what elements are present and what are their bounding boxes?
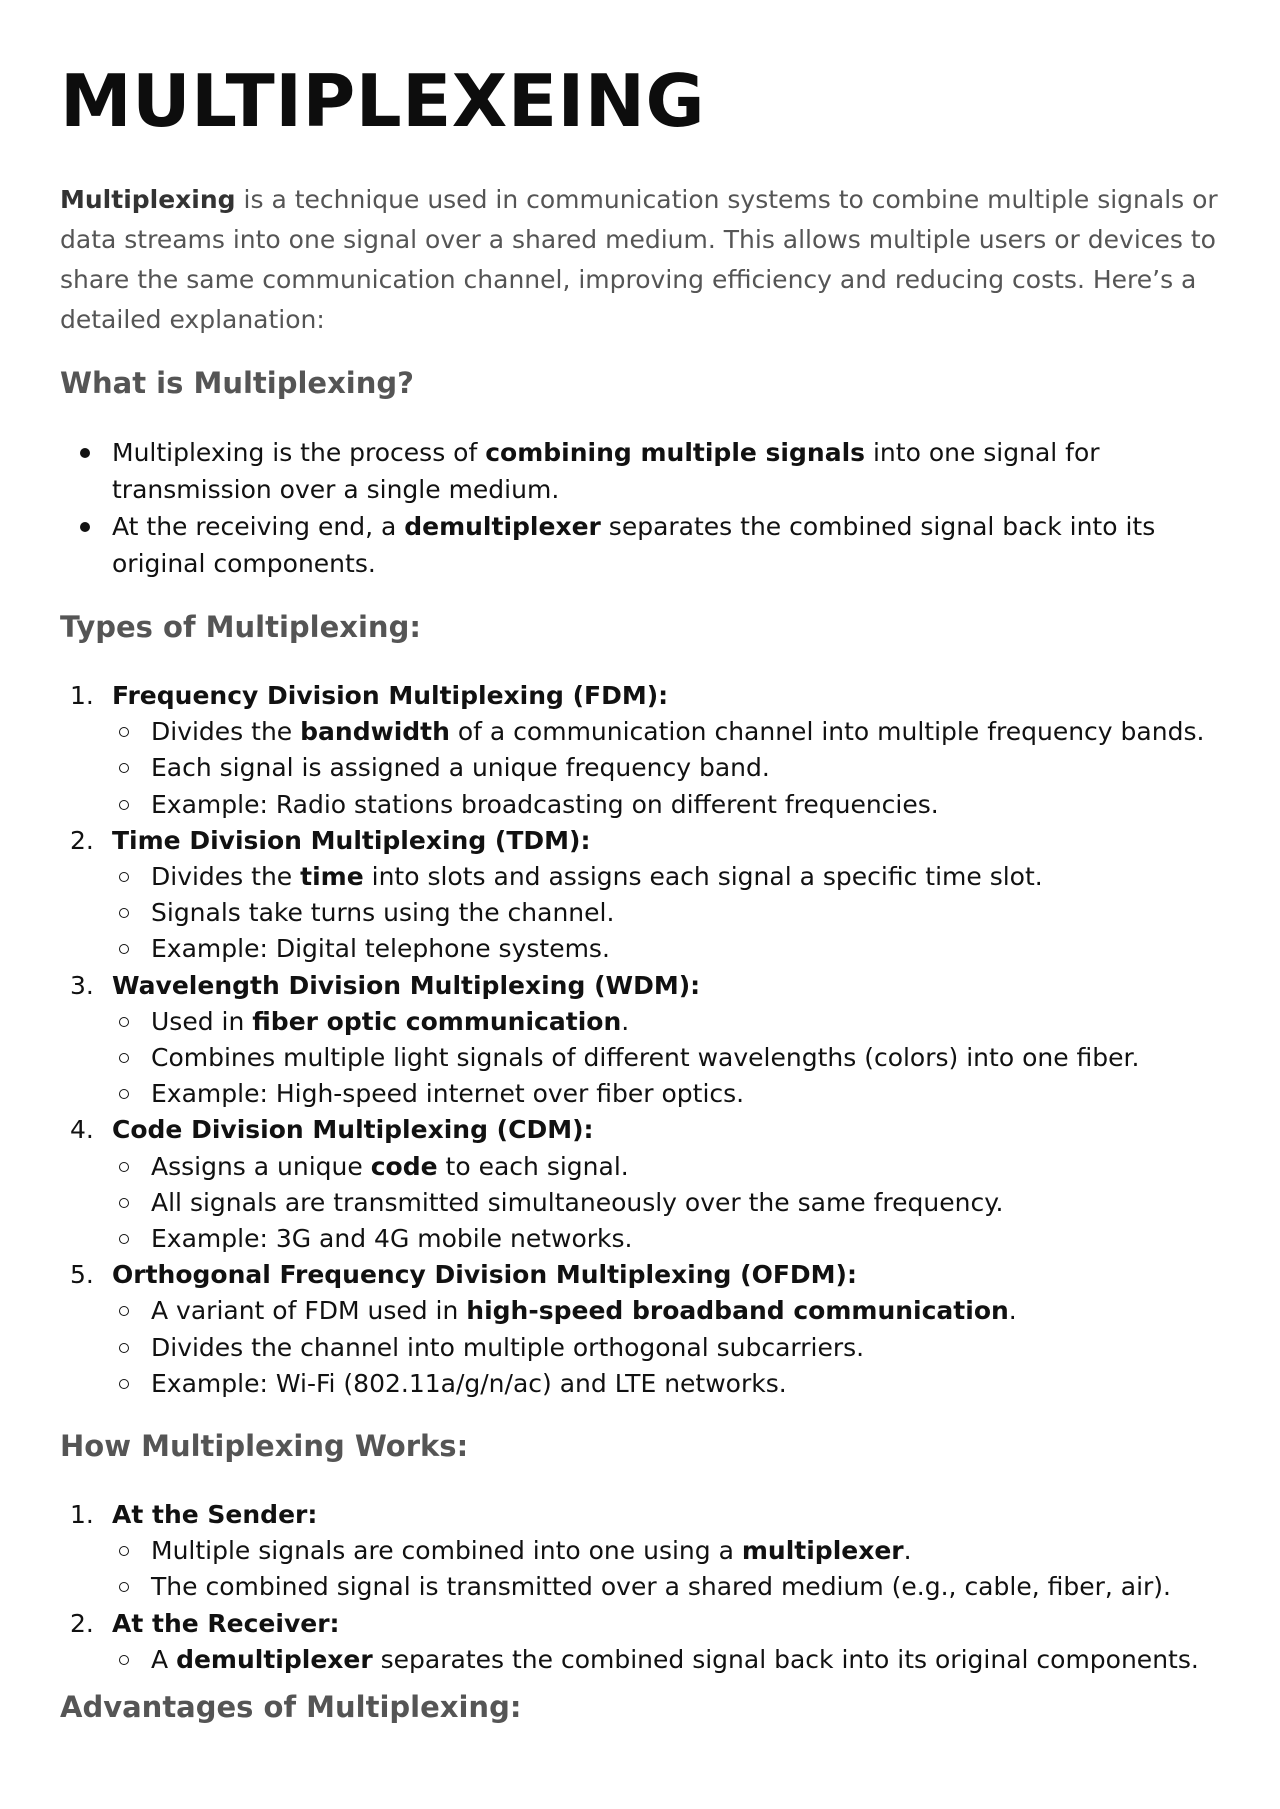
sub-list-item: Example: Radio stations broadcasting on different frequencies. (112, 787, 1230, 823)
sub-list-item: A demultiplexer separates the combined signal back into its original components. (112, 1642, 1230, 1678)
hollow-bullet-icon (119, 1053, 129, 1063)
item-number: 2. (70, 1608, 94, 1638)
heading-how-multiplexing-works: How Multiplexing Works: (60, 1429, 469, 1463)
item-number: 1. (70, 681, 94, 710)
types-list (60, 678, 1230, 1402)
hollow-bullet-icon (119, 1234, 129, 1244)
sub-list-item: Multiple signals are combined into one using a multiplexer. (112, 1533, 1230, 1569)
hollow-bullet-icon (119, 1655, 129, 1665)
sub-list (112, 1642, 1230, 1678)
sub-list-item: The combined signal is transmitted over a shared medium (e.g., cable, fiber, air). (112, 1569, 1230, 1605)
sub-list-item: A variant of FDM used in high-speed broadband communication. (112, 1293, 1230, 1329)
sub-list (112, 1533, 1230, 1605)
bullet-item: Multiplexing is the process of combining multiple signals into one signal for transmission over a single medium. (60, 434, 1230, 508)
intro-bold-term: Multiplexing (60, 185, 236, 214)
item-number: 2. (70, 825, 94, 855)
item-title: Frequency Division Multiplexing (FDM): (112, 681, 669, 710)
hollow-bullet-icon (119, 1306, 129, 1316)
numbered-item (60, 1257, 1230, 1402)
page-title: MULTIPLEXEING (60, 59, 706, 143)
hollow-bullet-icon (119, 908, 129, 918)
sub-list-item: Divides the bandwidth of a communication channel into multiple frequency bands. (112, 714, 1230, 750)
item-number: 5. (70, 1260, 94, 1290)
sub-list (112, 714, 1230, 823)
sub-list-item: Used in fiber optic communication. (112, 1004, 1230, 1040)
sub-list-item: All signals are transmitted simultaneously over the same frequency. (112, 1185, 1230, 1221)
heading-advantages-of-multiplexing: Advantages of Multiplexing: (60, 1690, 522, 1724)
item-title: At the Receiver: (112, 1608, 340, 1638)
hollow-bullet-icon (119, 800, 129, 810)
bullet-item: At the receiving end, a demultiplexer separates the combined signal back into its original components. (60, 508, 1230, 582)
sub-list (112, 1293, 1230, 1402)
sub-list-item: Example: High-speed internet over fiber optics. (112, 1076, 1230, 1112)
numbered-item (60, 968, 1230, 1113)
item-title: At the Sender: (112, 1500, 318, 1529)
how-list (60, 1497, 1230, 1678)
sub-list-item: Combines multiple light signals of different wavelengths (colors) into one fiber. (112, 1040, 1230, 1076)
hollow-bullet-icon (119, 727, 129, 737)
heading-types-of-multiplexing: Types of Multiplexing: (60, 610, 421, 644)
sub-list (112, 859, 1230, 968)
item-number: 4. (70, 1115, 94, 1145)
sub-list (112, 1004, 1230, 1113)
numbered-item (60, 823, 1230, 968)
sub-list-item: Divides the channel into multiple orthogonal subcarriers. (112, 1330, 1230, 1366)
item-title: Code Division Multiplexing (CDM): (112, 1115, 594, 1145)
hollow-bullet-icon (119, 1343, 129, 1353)
sub-list-item: Each signal is assigned a unique frequency band. (112, 750, 1230, 786)
intro-text: is a technique used in communication systems to combine multiple signals or data streams into one signal over a shared medium. This allows multiple users or devices to share the same communication channel, improving efficiency and reducing costs. Here’s a detailed explanation: (60, 185, 1218, 334)
bullet-dot-icon (80, 522, 90, 532)
sub-list-item: Assigns a unique code to each signal. (112, 1149, 1230, 1185)
hollow-bullet-icon (119, 1379, 129, 1389)
item-title: Wavelength Division Multiplexing (WDM): (112, 970, 701, 1000)
hollow-bullet-icon (119, 944, 129, 954)
sub-list-item: Example: Wi-Fi (802.11a/g/n/ac) and LTE networks. (112, 1366, 1230, 1402)
numbered-item (60, 1606, 1230, 1678)
hollow-bullet-icon (119, 763, 129, 773)
what-bullet-list (60, 434, 1230, 582)
heading-what-is-multiplexing: What is Multiplexing? (60, 366, 414, 400)
numbered-item (60, 678, 1230, 823)
sub-list-item: Example: Digital telephone systems. (112, 931, 1230, 967)
intro-paragraph (60, 180, 1220, 340)
item-number: 1. (70, 1500, 94, 1529)
sub-list (112, 1149, 1230, 1258)
sub-list-item: Signals take turns using the channel. (112, 895, 1230, 931)
item-title: Orthogonal Frequency Division Multiplexing (OFDM): (112, 1260, 857, 1290)
sub-list-item: Divides the time into slots and assigns each signal a specific time slot. (112, 859, 1230, 895)
hollow-bullet-icon (119, 1089, 129, 1099)
item-number: 3. (70, 970, 94, 1000)
item-title: Time Division Multiplexing (TDM): (112, 825, 591, 855)
hollow-bullet-icon (119, 1198, 129, 1208)
hollow-bullet-icon (119, 1162, 129, 1172)
bullet-dot-icon (80, 448, 90, 458)
hollow-bullet-icon (119, 1546, 129, 1556)
numbered-item (60, 1112, 1230, 1257)
hollow-bullet-icon (119, 1582, 129, 1592)
hollow-bullet-icon (119, 1017, 129, 1027)
hollow-bullet-icon (119, 872, 129, 882)
sub-list-item: Example: 3G and 4G mobile networks. (112, 1221, 1230, 1257)
numbered-item (60, 1497, 1230, 1606)
